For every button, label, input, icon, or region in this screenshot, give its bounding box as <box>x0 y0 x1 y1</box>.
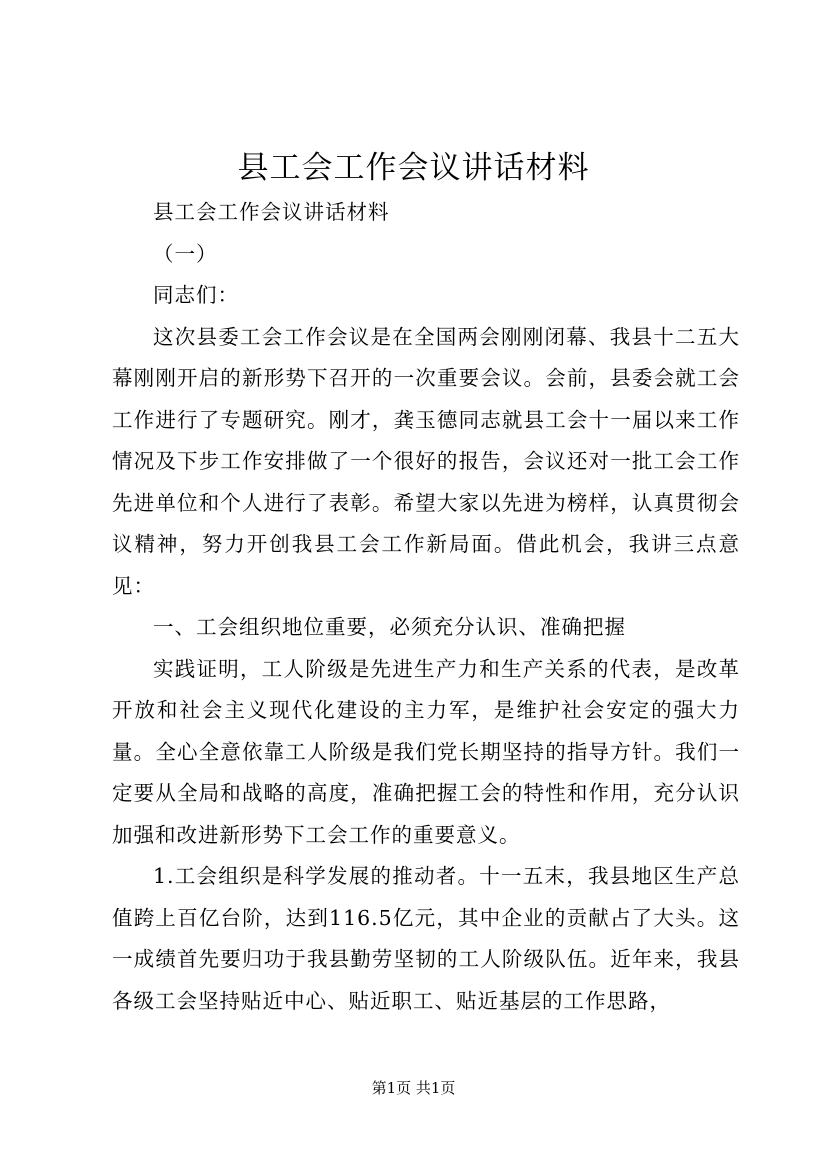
subtitle-paragraph: 县工会工作会议讲话材料 <box>153 200 390 224</box>
page-footer: 第1页 共1页 <box>371 1079 456 1097</box>
body-paragraph: 实践证明，工人阶级是先进生产力和生产关系的代表，是改革开放和社会主义现代化建设的主力军，是维护社会安定的强大力量。全心全意依靠工人阶级是我们党长期坚持的指导方针。我们一定要从全局和战略的高度，准确把握工会的特性和作用，充分认识加强和改进新形势下工会工作的重要意义。 <box>112 656 740 847</box>
body-paragraph: 这次县委工会工作会议是在全国两会刚刚闭幕、我县十二五大幕刚刚开启的新形势下召开的一次重要会议。会前，县委会就工会工作进行了专题研究。刚才，龚玉德同志就县工会十一届以来工作情况及下步工作安排做了一个很好的报告，会议还对一批工会工作先进单位和个人进行了表彰。希望大家以先进为榜样，认真贯彻会议精神，努力开创我县工会工作新局面。借此机会，我讲三点意见： <box>112 324 740 598</box>
document-body <box>112 192 740 1022</box>
document-title: 县工会工作会议讲话材料 <box>237 150 590 186</box>
section-number-paragraph: （一） <box>153 241 218 266</box>
section-heading-paragraph: 一、工会组织地位重要，必须充分认识、准确把握 <box>153 615 626 639</box>
salutation-paragraph: 同志们： <box>153 283 239 307</box>
body-paragraph: 1.工会组织是科学发展的推动者。十一五末，我县地区生产总值跨上百亿台阶，达到116.5亿元，其中企业的贡献占了大头。这一成绩首先要归功于我县勤劳坚韧的工人阶级队伍。近年来，我县各级工会坚持贴近中心、贴近职工、贴近基层的工作思路， <box>112 864 740 1013</box>
